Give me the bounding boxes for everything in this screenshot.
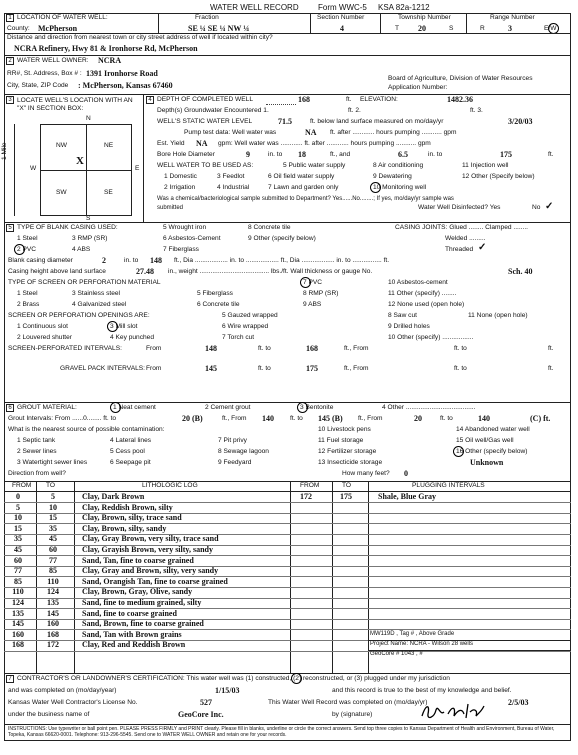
contam-option: 8 Sewage lagoon xyxy=(218,448,269,455)
log-description: Clay, Red and Reddish Brown xyxy=(82,640,186,650)
gravel-label: GRAVEL PACK INTERVALS: xyxy=(60,365,146,372)
divider xyxy=(380,13,381,33)
chem-label: Was a chemical/bacteriological sample submitted to Department? Yes......No........; If yes, mo/day/yr sample was xyxy=(157,196,454,202)
divider xyxy=(4,724,571,725)
log-header-from-2: FROM xyxy=(300,482,320,489)
pump-value: NA xyxy=(305,128,317,137)
log-header-litho: LITHOLOGIC LOG xyxy=(142,482,198,489)
log-to: 135 xyxy=(47,598,59,607)
static-tail: ft. below land surface measured on mo/day/yr xyxy=(310,118,444,125)
location-mark: X xyxy=(76,155,84,167)
casing-option: 9 Other (specify below) xyxy=(248,235,316,242)
opening-option: 2 Louvered shutter xyxy=(17,334,72,341)
log-to: 124 xyxy=(47,587,59,597)
use-option: 6 Oil field water supply xyxy=(268,173,335,180)
contam-option: 7 Pit privy xyxy=(218,437,247,444)
contam-option: 1 Septic tank xyxy=(17,437,56,444)
grout-option: 2 Cement grout xyxy=(205,404,251,411)
log-from: 77 xyxy=(14,566,22,576)
opening-option-selected: 3 Mill slot xyxy=(110,323,138,330)
divider xyxy=(4,55,571,56)
bore-value-2: 18 xyxy=(298,150,306,159)
gravel-to-value: 175 xyxy=(306,364,318,373)
section-3-number: 3 xyxy=(6,96,14,104)
log-to: 15 xyxy=(49,513,57,523)
grout-heading: GROUT MATERIAL: xyxy=(17,404,77,411)
casing-option: 7 Fiberglass xyxy=(163,246,199,253)
log-from: 110 xyxy=(12,587,24,597)
disinfected-no: No xyxy=(532,204,541,211)
log-from: 145 xyxy=(12,619,24,629)
quadrant-se: SE xyxy=(104,189,113,196)
casing-option: 3 RMP (SR) xyxy=(72,235,108,242)
log-description: Sand, Tan with Brown grains xyxy=(82,629,182,639)
use-label: WELL WATER TO BE USED AS: xyxy=(157,162,254,169)
perforated-to-value: 168 xyxy=(306,344,318,353)
log-from: 85 xyxy=(14,576,22,586)
yield-label: Est. Yield xyxy=(157,140,185,147)
diameter-ft-value: 148 xyxy=(150,256,162,265)
log-header-from: FROM xyxy=(12,482,32,489)
direction-label: Direction from well? xyxy=(8,470,66,477)
gravel-to: ft. to xyxy=(258,365,271,372)
log-description: Clay, Grayish Brown, very silty, sandy xyxy=(82,545,213,554)
log-from: 168 xyxy=(12,640,24,650)
screen-option: 3 Stainless steel xyxy=(72,290,121,297)
cert-line-3a: Kansas Water Well Contractor's License No. xyxy=(8,699,138,706)
location-heading: LOCATION OF WATER WELL: xyxy=(17,14,108,21)
mile-label: 1 Mile xyxy=(1,142,8,160)
log-description: Sand, Orangish Tan, fine to coarse grained xyxy=(82,576,228,586)
city-value: : McPherson, Kansas 67460 xyxy=(78,81,173,90)
range-value: 3 xyxy=(508,24,512,33)
owner-value: NCRA xyxy=(98,56,122,65)
perforated-from: From xyxy=(146,345,162,352)
fraction-label: Fraction xyxy=(195,14,219,21)
divider xyxy=(368,650,571,651)
depth-value: 168 xyxy=(298,95,310,104)
use-option: 8 Air conditioning xyxy=(373,162,424,169)
opening-option: 11 None (open hole) xyxy=(468,312,528,319)
height-value: 27.48 xyxy=(136,267,154,276)
signature xyxy=(418,700,488,722)
log-to: 145 xyxy=(47,608,59,618)
license-number: 527 xyxy=(200,698,212,707)
contam-option: 2 Sewer lines xyxy=(17,448,57,455)
log-description: Clay, Gray Brown, very silty, trace sand xyxy=(82,534,219,544)
use-option: 9 Dewatering xyxy=(373,173,412,180)
address-label: RR#, St. Address, Box # : xyxy=(7,70,82,77)
yield-value: NA xyxy=(196,139,208,148)
contam-option-selected: 16 Other (specify below) xyxy=(456,448,528,455)
form-ksa: KSA 82a-1212 xyxy=(378,3,430,12)
elevation-value: 1482.36 xyxy=(447,95,473,104)
log-from: 10 xyxy=(14,513,22,523)
grout-int-3: 145 (B) xyxy=(318,414,343,423)
screen-pvc-circle xyxy=(300,277,311,288)
note-geocore: GeoCore # 1043 , # xyxy=(370,651,423,657)
log-to: 10 xyxy=(49,502,57,512)
distance-value: NCRA Refinery, Hwy 81 & Ironhorse Rd, McPherson xyxy=(14,44,198,53)
screen-option: 9 ABS xyxy=(303,301,322,308)
section-6-number: 6 xyxy=(6,404,14,412)
static-label: WELL'S STATIC WATER LEVEL xyxy=(157,118,253,125)
other-specify-circle xyxy=(453,446,464,457)
log-header-to: TO xyxy=(46,482,56,489)
static-value: 71.5 xyxy=(278,117,292,126)
height-tail: in., weight ...................................... lbs./ft. Wall thickness or gauge No. xyxy=(168,268,373,275)
contam-option: 6 Seepage pit xyxy=(110,459,151,466)
use-option: 2 Irrigation xyxy=(164,184,196,191)
log-to: 45 xyxy=(49,534,57,544)
depth-label: DEPTH OF COMPLETED WELL xyxy=(157,96,253,103)
contam-option: 15 Oil well/Gas well xyxy=(456,437,514,444)
range-label: Range Number xyxy=(490,14,535,21)
log-right-desc: Shale, Blue Gray xyxy=(378,492,437,501)
opening-option: 7 Torch cut xyxy=(222,334,255,341)
diameter-tail: ft., Dia .................. in. to .................. ft., Dia .................. in. to ................ ft. xyxy=(174,257,390,264)
log-right-to: 175 xyxy=(340,492,352,501)
leader xyxy=(266,104,296,105)
groundwater-3: ft. 3. xyxy=(470,107,483,114)
grout-intervals-label: Grout Intervals: From ......0........ ft. to xyxy=(8,415,117,422)
threaded-check: ✓ xyxy=(478,242,487,253)
opening-option: 4 Key punched xyxy=(110,334,154,341)
gravel-ft-to: ft. to xyxy=(454,365,467,372)
bore-ft: ft. xyxy=(548,151,554,158)
contam-option: 14 Abandoned water well xyxy=(456,426,530,433)
section-5-number: 5 xyxy=(6,224,14,232)
constructed-circle xyxy=(291,673,302,684)
compass-w: W xyxy=(30,165,37,172)
diameter-to: in. to xyxy=(124,257,139,264)
opening-option: 8 Saw cut xyxy=(388,312,417,319)
contamination-label: What is the nearest source of possible contamination: xyxy=(8,426,165,433)
static-date: 3/20/03 xyxy=(508,117,533,126)
log-description: Sand, fine to coarse grained xyxy=(82,608,177,618)
use-option: 12 Other (Specify below) xyxy=(462,173,535,180)
depth-ft: ft. xyxy=(346,96,352,103)
county-value: McPherson xyxy=(38,24,78,33)
instructions: INSTRUCTIONS: Use typewriter or ball point pen. PLEASE PRESS FIRMLY and PRINT clearly. Please fill in blanks, underline or circle the correct answers. Send top three copies to Kansas Department of Health and Environment, Bureau of Water, Topeka, Kansas 66620-0001. Telephone: 913-296-5545. Send one to WATER WELL OWNER and retain one for your records. xyxy=(8,726,555,738)
bore-value-3: 6.5 xyxy=(398,150,408,159)
completed-date: 1/15/03 xyxy=(215,686,240,695)
casing-option: 4 ABS xyxy=(72,246,91,253)
screen-option: 12 None used (open hole) xyxy=(388,301,465,308)
log-from: 160 xyxy=(12,629,24,639)
log-to: 77 xyxy=(49,555,57,565)
form-number: Form WWC-5 xyxy=(318,3,367,12)
township-value: 20 xyxy=(418,24,426,33)
divider xyxy=(4,481,571,482)
township-s: S xyxy=(449,25,454,32)
how-many-label: How many feet? xyxy=(342,470,390,477)
casing-option-selected: 2 PVC xyxy=(17,246,37,253)
mile-arrow xyxy=(14,124,15,216)
log-header-plugging: PLUGGING INTERVALS xyxy=(412,482,485,489)
log-to: 5 xyxy=(51,492,55,501)
unknown-value: Unknown xyxy=(470,458,504,467)
log-from: 124 xyxy=(12,598,24,607)
county-label: County: xyxy=(7,25,30,32)
use-option: 3 Feedlot xyxy=(217,173,245,180)
bore-label: Bore Hole Diameter xyxy=(157,151,215,158)
cert-line-3b: This Water Well Record was completed on (mo/day/yr) xyxy=(268,699,428,706)
bore-to-1: in. to xyxy=(268,151,283,158)
bore-to-2: in. to xyxy=(428,151,443,158)
opening-option: 1 Continuous slot xyxy=(17,323,68,330)
bore-value-1: 9 xyxy=(246,150,250,159)
cert-line-2a: and was completed on (mo/day/year) xyxy=(8,687,117,694)
quadrant-nw: NW xyxy=(56,142,67,149)
grout-int-end: (C) ft. xyxy=(530,414,551,423)
divider xyxy=(4,94,571,95)
divider xyxy=(158,13,159,33)
log-to: 172 xyxy=(47,640,59,650)
cert-line-4a: under the business name of xyxy=(8,711,90,718)
log-to: 160 xyxy=(47,619,59,629)
threaded-label: Threaded xyxy=(445,246,474,253)
business-name: GeoCore Inc. xyxy=(178,710,224,719)
township-t: T xyxy=(395,25,400,32)
contam-option: 5 Cess pool xyxy=(110,448,145,455)
compass-e: E xyxy=(135,165,140,172)
grout-int-mid: ft., From xyxy=(222,415,247,422)
record-date: 2/5/03 xyxy=(508,698,529,707)
divider xyxy=(4,673,571,674)
casing-heading: TYPE OF BLANK CASING USED: xyxy=(17,224,118,231)
log-from: 45 xyxy=(14,545,22,554)
log-description: Clay, Brown, silty, trace sand xyxy=(82,513,182,523)
diameter-label: Blank casing diameter xyxy=(8,257,73,264)
city-label: City, State, ZIP Code xyxy=(7,82,69,89)
perforated-ft-from: ft., From xyxy=(344,345,369,352)
grout-option-selected: 3 Bentonite xyxy=(300,404,334,411)
divider xyxy=(310,13,311,33)
grout-int-5: 140 xyxy=(478,414,490,423)
perforated-from-value: 148 xyxy=(205,344,217,353)
cert-line-4b: by (signature) xyxy=(332,711,373,718)
gauge-value: Sch. 40 xyxy=(508,267,533,276)
disinfected-check: ✓ xyxy=(545,201,554,212)
opening-option: 5 Gauzed wrapped xyxy=(222,312,278,319)
compass-n: N xyxy=(86,115,91,122)
welded-label: Welded ......... xyxy=(445,235,486,242)
contam-option: 13 Insecticide storage xyxy=(318,459,383,466)
gravel-ft: ft. xyxy=(548,365,554,372)
section-7-number: 7 xyxy=(6,675,14,683)
gravel-ft-from: ft., From xyxy=(344,365,369,372)
log-to: 60 xyxy=(49,545,57,554)
section-1-number: 1 xyxy=(6,14,14,22)
section-4-number: 4 xyxy=(146,96,154,104)
screen-option: 2 Brass xyxy=(17,301,40,308)
casing-option: 5 Wrought iron xyxy=(163,224,207,231)
opening-option: 10 Other (specify) ................. xyxy=(388,334,474,341)
divider xyxy=(4,402,571,403)
log-description: Clay, Brown, silty, sandy xyxy=(82,523,167,533)
grout-int-mid2: ft. to xyxy=(290,415,303,422)
log-description: Clay, Gray and Brown, silty, very sandy xyxy=(82,566,219,576)
distance-label: Distance and direction from nearest town or city street address of well if located within city? xyxy=(7,34,273,41)
use-option: 5 Public water supply xyxy=(283,162,346,169)
contam-option: 4 Lateral lines xyxy=(110,437,152,444)
log-description: Sand, fine to medium grained, silty xyxy=(82,598,202,607)
use-option: 1 Domestic xyxy=(164,173,197,180)
bentonite-circle xyxy=(297,402,308,413)
how-many-value: 0 xyxy=(404,469,408,478)
fraction-value: SE ¼ SE ¼ NW ¼ xyxy=(188,24,250,33)
cert-line-1: CONTRACTOR'S OR LANDOWNER'S CERTIFICATION: This water well was (1) constructed, (2) reconstructed, or (3) plugged under my jurisdiction xyxy=(17,675,450,682)
range-r: R xyxy=(480,25,485,32)
bore-value-4: 175 xyxy=(500,150,512,159)
log-from: 15 xyxy=(14,523,22,533)
quadrant-ne: NE xyxy=(104,142,114,149)
log-description: Clay, Dark Brown xyxy=(82,492,145,501)
log-description: Sand, Brown, fine to coarse grained xyxy=(82,619,204,629)
use-option: 4 Industrial xyxy=(217,184,250,191)
log-to: 35 xyxy=(49,523,57,533)
joints-label: CASING JOINTS: Glued ........ Clamped ........ xyxy=(395,224,529,231)
township-label: Township Number xyxy=(398,14,451,21)
grout-option: 4 Other ...................................... xyxy=(382,404,476,411)
submitted-label: submitted xyxy=(157,205,184,211)
use-option-selected: 10 Monitoring well xyxy=(373,184,427,191)
log-to: 168 xyxy=(47,629,59,639)
casing-option: 8 Concrete tile xyxy=(248,224,291,231)
address-value: 1391 Ironhorse Road xyxy=(86,69,158,78)
height-label: Casing height above land surface xyxy=(8,268,106,275)
pump-tail: ft. after ............ hours pumping ........... gpm xyxy=(330,129,457,136)
contam-option: 3 Watertight sewer lines xyxy=(17,459,88,466)
perforated-ft: ft. xyxy=(548,345,554,352)
quadrant-sw: SW xyxy=(56,189,67,196)
casing-option: 6 Asbestos-Cement xyxy=(163,235,221,242)
board-label: Board of Agriculture, Division of Water Resources xyxy=(388,75,533,82)
grout-int-mid3: ft., From xyxy=(358,415,383,422)
log-from: 60 xyxy=(14,555,22,565)
screen-option: 11 Other (specify) ........ xyxy=(388,290,457,297)
elevation-label: ELEVATION: xyxy=(360,96,398,103)
application-number-label: Application Number: xyxy=(388,84,448,91)
log-to: 85 xyxy=(49,566,57,576)
log-from: 135 xyxy=(12,608,24,618)
log-to: 110 xyxy=(47,576,59,586)
screen-option: 4 Galvanized steel xyxy=(72,301,127,308)
perforated-to: ft. to xyxy=(258,345,271,352)
note-tag: MW119D , Tag # , Above Grade xyxy=(370,631,455,637)
screen-option: 5 Fiberglass xyxy=(197,290,233,297)
gravel-from-value: 145 xyxy=(205,364,217,373)
range-ew: E/W xyxy=(544,25,557,32)
pump-label: Pump test data: Well water was xyxy=(184,129,277,136)
divider xyxy=(143,94,144,222)
pvc-circle xyxy=(14,244,25,255)
grout-int-mid4: ft. to xyxy=(440,415,453,422)
screen-option: 6 Concrete tile xyxy=(197,301,240,308)
form-title: WATER WELL RECORD xyxy=(210,3,299,12)
divider xyxy=(466,13,467,33)
log-header-to-2: TO xyxy=(342,482,352,489)
compass-s: S xyxy=(86,215,91,222)
grout-int-1: 20 (B) xyxy=(182,414,203,423)
note-project: Project Name: NCRA - Wilson 28 wells xyxy=(370,641,474,647)
contam-option: 9 Feedyard xyxy=(218,459,252,466)
locate-heading: LOCATE WELL'S LOCATION WITH AN "X" IN SECTION BOX: xyxy=(17,97,133,112)
log-right-from: 172 xyxy=(300,492,312,501)
groundwater-2: ft. 2. xyxy=(348,107,361,114)
bore-and: ft., and xyxy=(330,151,351,158)
screen-type-label: TYPE OF SCREEN OR PERFORATION MATERIAL xyxy=(8,279,161,286)
log-description: Sand, Tan, fine to coarse grained xyxy=(82,555,194,565)
log-from: 0 xyxy=(16,492,20,501)
grout-int-2: 140 xyxy=(262,414,274,423)
casing-option: 1 Steel xyxy=(17,235,38,242)
section-2-number: 2 xyxy=(6,57,14,65)
grout-int-4: 20 xyxy=(414,414,422,423)
use-option: 7 Lawn and garden only xyxy=(268,184,339,191)
section-number-label: Section Number xyxy=(317,14,365,21)
neat-cement-circle xyxy=(110,402,121,413)
screen-option: 8 RMP (SR) xyxy=(303,290,339,297)
grid-horizontal xyxy=(40,170,132,171)
log-description: Clay, Brown, Gray, Olive, sandy xyxy=(82,587,193,597)
openings-label: SCREEN OR PERFORATION OPENINGS ARE: xyxy=(8,312,150,319)
grout-option-selected: 1 Neat cement xyxy=(113,404,156,411)
disinfected-label: Water Well Disinfected? Yes xyxy=(418,204,501,211)
screen-option: 10 Asbestos-cement xyxy=(388,279,448,286)
cert-line-2b: and this record is true to the best of my knowledge and belief. xyxy=(332,687,512,694)
log-from: 35 xyxy=(14,534,22,544)
use-option: 11 Injection well xyxy=(462,162,509,169)
mill-slot-circle xyxy=(107,321,118,332)
screen-option: 1 Steel xyxy=(17,290,38,297)
contam-option: 10 Livestock pens xyxy=(318,426,371,433)
gravel-from: From xyxy=(146,365,162,372)
contam-option: 12 Fertilizer storage xyxy=(318,448,377,455)
opening-option: 9 Drilled holes xyxy=(388,323,430,330)
log-description: Clay, Reddish Brown, silty xyxy=(82,502,173,512)
perforated-ft-to: ft. to xyxy=(454,345,467,352)
perforated-label: SCREEN-PERFORATED INTERVALS: xyxy=(8,345,122,352)
contam-option: 11 Fuel storage xyxy=(318,437,364,444)
monitoring-well-circle xyxy=(370,182,381,193)
diameter-value: 2 xyxy=(102,256,106,265)
log-from: 5 xyxy=(16,502,20,512)
groundwater-label: Depth(s) Groundwater Encountered 1. xyxy=(157,107,269,114)
section-number-value: 4 xyxy=(340,24,344,33)
yield-tail: gpm: Well water was ............ ft. after ............ hours pumping ........... gpm xyxy=(218,140,431,147)
opening-option: 6 Wire wrapped xyxy=(222,323,269,330)
screen-option-selected: 7 PVC xyxy=(303,279,323,286)
divider xyxy=(4,222,571,223)
owner-heading: WATER WELL OWNER: xyxy=(17,57,89,64)
divider xyxy=(368,640,571,641)
